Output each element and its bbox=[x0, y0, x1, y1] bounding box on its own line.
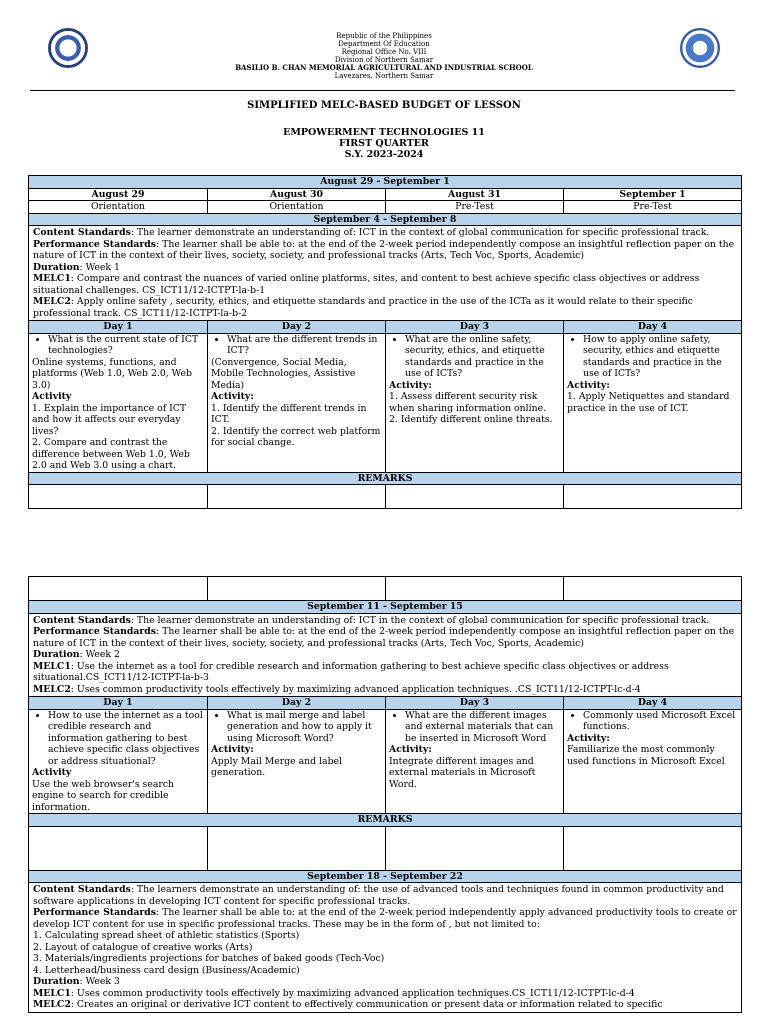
date-cell: August 29 bbox=[29, 188, 208, 201]
activity-label: Activity: bbox=[211, 744, 254, 755]
day-header: Day 3 bbox=[386, 321, 564, 334]
activity-item: 1. Assess different security risk when sharing information online. bbox=[389, 391, 547, 414]
quarter-name: FIRST QUARTER bbox=[339, 138, 429, 149]
day-cell bbox=[29, 333, 208, 472]
activity-item: Use the web browser's search engine to search for credible information. bbox=[32, 778, 175, 813]
topic-cell: Pre-Test bbox=[564, 201, 742, 214]
remarks-cell bbox=[29, 577, 208, 601]
day-cell bbox=[208, 333, 386, 472]
activity-item: 1. Identify the different trends in ICT. bbox=[211, 402, 367, 425]
document-subtitle bbox=[0, 127, 768, 160]
remarks-cell bbox=[386, 577, 564, 601]
guide-question: • What are the different trends in ICT? bbox=[227, 334, 382, 357]
standards-cell bbox=[29, 226, 742, 321]
day-topic: Online systems, functions, and platforms (Web 1.0, Web 2.0, Web 3.0) bbox=[32, 356, 192, 391]
activity-item: Integrate different images and external materials in Microsoft Word. bbox=[389, 755, 536, 790]
guide-question: • What are the online safety, security, ethics, and etiquette standards and practice in the use of ICTs? bbox=[405, 334, 560, 380]
header-divider bbox=[30, 90, 735, 91]
lesson-table-page1 bbox=[28, 175, 742, 509]
activity-item: 1. Explain the importance of ICT and how it affects our everyday lives? bbox=[32, 402, 187, 437]
performance-standards: Performance Standards: The learner shall be able to: at the end of the 2-week period independently apply advanced productivity tools to create or develop ICT content for use in specific professional tracks. These may be in the form of , but not limited to: bbox=[33, 907, 737, 930]
activity-item: Familiarize the most commonly used functions in Microsoft Excel bbox=[567, 744, 725, 767]
content-standards: Content Standards: The learner demonstrate an understanding of: ICT in the context of global communication for specific professional track. bbox=[33, 227, 710, 238]
week-range-header: August 29 - September 1 bbox=[29, 176, 742, 189]
school-name: BASILIO B. CHAN MEMORIAL AGRICULTURAL AND INDUSTRIAL SCHOOL bbox=[235, 63, 533, 72]
guide-question: • How to apply online safety, security, ethics and etiquette standards and practice in the use of ICTs? bbox=[583, 334, 738, 380]
day-cell bbox=[208, 709, 386, 814]
activity-item: 2. Identify the correct web platform for social change. bbox=[211, 425, 381, 448]
melc1: MELC1: Compare and contrast the nuances of varied online platforms, sites, and content to best achieve specific class objectives or address situational challenges. CS_ICT11/12-ICTPT-la-b-1 bbox=[33, 273, 700, 296]
day-topic: (Convergence, Social Media, Mobile Technologies, Assistive Media) bbox=[211, 356, 356, 391]
day-header: Day 2 bbox=[208, 321, 386, 334]
header-line: Republic of the Philippines bbox=[336, 32, 432, 40]
remarks-cell bbox=[208, 485, 386, 509]
lesson-table-page2 bbox=[28, 576, 742, 1013]
day-cell bbox=[386, 333, 564, 472]
activity-label: Activity: bbox=[389, 744, 432, 755]
date-cell: September 1 bbox=[564, 188, 742, 201]
day-cell bbox=[564, 709, 742, 814]
document-title: SIMPLIFIED MELC-BASED BUDGET OF LESSON bbox=[247, 100, 521, 111]
day-cell bbox=[29, 709, 208, 814]
day-header: Day 1 bbox=[29, 321, 208, 334]
guide-question: • How to use the internet as a tool credible research and information gathering to best achieve specific class objectives or address situational? bbox=[48, 710, 204, 768]
remarks-cell bbox=[208, 826, 386, 870]
guide-question: • What is mail merge and label generation and how to apply it using Microsoft Word? bbox=[227, 710, 382, 745]
week-range-header: September 4 - September 8 bbox=[29, 213, 742, 226]
school-year: S.Y. 2023-2024 bbox=[344, 149, 424, 160]
day-cell bbox=[564, 333, 742, 472]
day-header: Day 3 bbox=[386, 697, 564, 710]
list-item: 3. Materials/ingredients projections for batches of baked goods (Tech-Voc) bbox=[33, 953, 385, 964]
header-line: Regional Office No. VIII bbox=[341, 48, 427, 56]
melc2: MELC2: Apply online safety , security, ethics, and etiquette standards and practice in the use of the ICTa as it would relate to their specific professional track. CS_ICT11/12-ICTPT-la-b-2 bbox=[33, 296, 693, 319]
letterhead bbox=[0, 28, 768, 90]
activity-label: Activity: bbox=[567, 379, 610, 391]
date-cell: August 31 bbox=[386, 188, 564, 201]
remarks-cell bbox=[564, 485, 742, 509]
remarks-header: REMARKS bbox=[29, 472, 742, 485]
melc1: MELC1: Uses common productivity tools effectively by maximizing advanced application techniques.CS_ICT11/12-ICTPT-lc-d-4 bbox=[33, 987, 635, 999]
performance-standards: Performance Standards: The learner shall be able to: at the end of the 2-week period independently compose an insightful reflection paper on the nature of ICT in the context of their lives, society, society, and professional tracks (Arts, Tech Voc, Sports, Academic) bbox=[33, 238, 735, 261]
standards-cell bbox=[29, 613, 742, 697]
list-item: 2. Layout of catalogue of creative works (Arts) bbox=[33, 941, 253, 953]
activity-label: Activity: bbox=[567, 732, 610, 744]
activity-item: Apply Mail Merge and label generation. bbox=[211, 755, 343, 778]
header-line: Department Of Education bbox=[338, 40, 430, 48]
content-standards: Content Standards: The learner demonstrate an understanding of: ICT in the context of global communication for specific professional track. bbox=[33, 614, 710, 626]
remarks-cell bbox=[29, 826, 208, 870]
day-header: Day 2 bbox=[208, 697, 386, 710]
melc1: MELC1: Use the internet as a tool for credible research and information gathering to best achieve specific class objectives or address situational.CS_ICT11/12-ICTPT-la-b-3 bbox=[33, 660, 669, 683]
week-range-header: September 11 - September 15 bbox=[29, 601, 742, 614]
guide-question: • Commonly used Microsoft Excel functions. bbox=[583, 710, 738, 733]
remarks-cell bbox=[29, 485, 208, 509]
day-header: Day 4 bbox=[564, 321, 742, 334]
activity-item: 1. Apply Netiquettes and standard practice in the use of ICT. bbox=[567, 391, 730, 414]
subject-name: EMPOWERMENT TECHNOLOGIES 11 bbox=[283, 127, 485, 138]
remarks-cell bbox=[564, 577, 742, 601]
topic-cell: Pre-Test bbox=[386, 201, 564, 214]
remarks-cell bbox=[386, 485, 564, 509]
melc2: MELC2: Creates an original or derivative ICT content to effectively communication or present data or information related to specific bbox=[33, 999, 663, 1010]
duration: Duration: Week 2 bbox=[33, 649, 120, 660]
guide-question: • What are the different images and external materials that can be inserted in Microsoft Word bbox=[405, 710, 560, 745]
performance-standards: Performance Standards: The learner shall be able to: at the end of the 2-week period independently compose an insightful reflection paper on the nature of ICT in the context of their lives, society, society, and professional tracks (Arts, Tech Voc, Sports, Academic) bbox=[33, 626, 735, 649]
list-item: 4. Letterhead/business card design (Business/Academic) bbox=[33, 964, 300, 976]
remarks-header: REMARKS bbox=[29, 814, 742, 827]
day-cell bbox=[386, 709, 564, 814]
date-cell: August 30 bbox=[208, 188, 386, 201]
activity-item: 2. Compare and contrast the difference between Web 1.0, Web 2.0 and Web 3.0 using a chart. bbox=[32, 437, 190, 471]
standards-cell bbox=[29, 883, 742, 1013]
content-standards: Content Standards: The learners demonstrate an understanding of: the use of advanced tools and techniques found in common productivity and software applications in developing ICT content for specific professional tracks. bbox=[33, 884, 724, 907]
activity-label: Activity bbox=[32, 767, 72, 778]
school-location: Lavezares, Northern Samar bbox=[334, 72, 434, 80]
topic-cell: Orientation bbox=[208, 201, 386, 214]
melc2: MELC2: Uses common productivity tools effectively by maximizing advanced application techniques. .CS_ICT11/12-ICTPT-lc-d-4 bbox=[33, 683, 641, 695]
remarks-cell bbox=[564, 826, 742, 870]
header-line: Division of Northern Samar bbox=[334, 56, 434, 64]
remarks-cell bbox=[208, 577, 386, 601]
topic-cell: Orientation bbox=[29, 201, 208, 214]
day-header: Day 1 bbox=[29, 697, 208, 710]
activity-label: Activity: bbox=[389, 379, 432, 391]
activity-item: 2. Identify different online threats. bbox=[389, 414, 553, 425]
activity-label: Activity bbox=[32, 391, 72, 402]
guide-question: • What is the current state of ICT technologies? bbox=[48, 334, 204, 357]
week-range-header: September 18 - September 22 bbox=[29, 870, 742, 883]
duration: Duration: Week 1 bbox=[33, 261, 120, 273]
letterhead-text bbox=[0, 32, 768, 80]
activity-label: Activity: bbox=[211, 391, 254, 402]
remarks-cell bbox=[386, 826, 564, 870]
day-header: Day 4 bbox=[564, 697, 742, 710]
list-item: 1. Calculating spread sheet of athletic statistics (Sports) bbox=[33, 930, 300, 941]
duration: Duration: Week 3 bbox=[33, 976, 120, 987]
